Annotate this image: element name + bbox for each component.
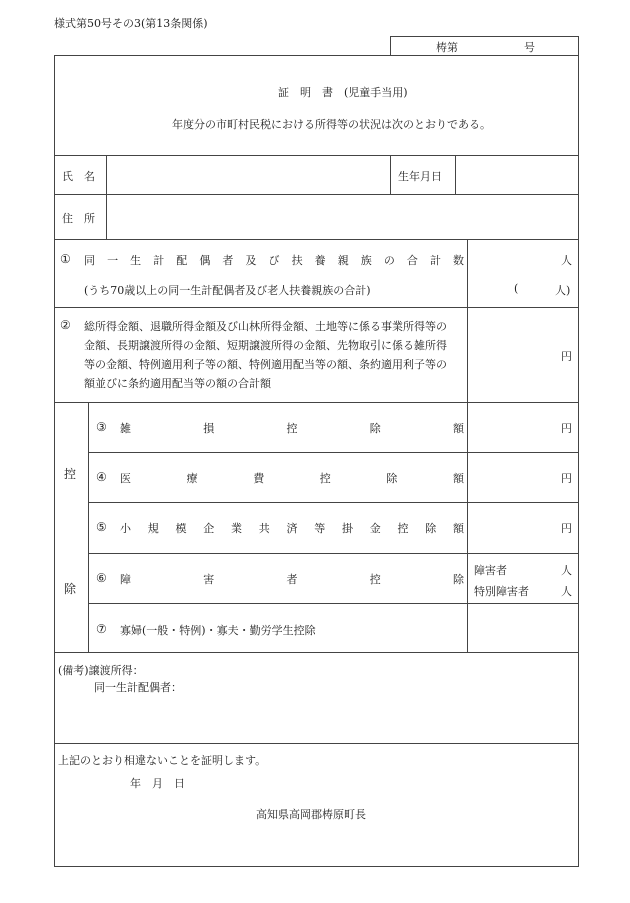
rule-name-top (54, 155, 578, 156)
item3-unit: 円 (561, 422, 572, 435)
rule-item5-top (88, 502, 578, 503)
birth-right-divider (455, 155, 456, 194)
item5-unit: 円 (561, 522, 572, 535)
remarks-line-1: (備考)譲渡所得： (58, 664, 144, 677)
rule-address-top (54, 194, 578, 195)
row2-unit: 円 (561, 350, 572, 363)
rule-remarks-top (54, 652, 578, 653)
rule-certify-top (54, 743, 578, 744)
item7-label: 寡婦(一般・特例)・寡夫・勤労学生控除 (120, 624, 316, 637)
certify-date: 年 月 日 (130, 777, 185, 790)
rule-row1-top (54, 239, 578, 240)
deduction-side-top: 控 (64, 467, 77, 481)
form-id: 様式第50号その3(第13条関係) (54, 17, 208, 30)
deduction-side-bottom: 除 (64, 582, 77, 596)
item7-circle: ⑦ (96, 622, 107, 636)
item6-circle: ⑥ (96, 571, 107, 585)
rule-row2-top (54, 307, 578, 308)
certify-statement: 上記のとおり相違ないことを証明します。 (58, 754, 267, 767)
rule-item4-top (88, 452, 578, 453)
row2-line-2: 金額、長期譲渡所得の金額、短期譲渡所得の金額、先物取引に係る雑所得 (84, 339, 447, 352)
certificate-title: 証 明 書 (児童手当用) (278, 86, 408, 99)
row1-label: 同 一 生 計 配 偶 者 及 び 扶 養 親 族 の 合 計 数 (84, 254, 464, 267)
row2-line-3: 等の金額、特例適用利子等の額、特例適用配当等の額、条約適用利子等の (84, 358, 447, 371)
disability-label-1: 障害者 (474, 564, 507, 577)
item6-label: 障 害 者 控 除 (120, 573, 464, 586)
row1-sub-open: ( (514, 282, 519, 295)
address-label: 住 所 (62, 212, 95, 225)
item5-circle: ⑤ (96, 520, 107, 534)
number-prefix: 梼第 (436, 41, 458, 54)
item4-circle: ④ (96, 470, 107, 484)
birth-value[interactable] (459, 158, 574, 190)
rule-item6-top (88, 553, 578, 554)
rule-deduction-top (54, 402, 578, 403)
outer-top (54, 55, 578, 56)
number-suffix: 号 (524, 41, 535, 54)
outer-left (54, 55, 55, 867)
row2-circle: ② (60, 318, 71, 332)
disability-label-2: 特別障害者 (474, 585, 529, 598)
rule-item7-top (88, 603, 578, 604)
label-col-divider (106, 155, 107, 239)
item4-unit: 円 (561, 472, 572, 485)
row1-sub-close: 人) (555, 284, 571, 297)
name-value[interactable] (110, 158, 386, 190)
value-col-divider (467, 239, 468, 652)
item5-label: 小 規 模 企 業 共 済 等 掛 金 控 除 額 (120, 522, 464, 535)
item3-circle: ③ (96, 420, 107, 434)
number-box-left-border (390, 36, 391, 55)
address-value[interactable] (110, 197, 574, 235)
outer-right (578, 36, 579, 867)
birth-label: 生年月日 (398, 170, 442, 183)
number-box-top-border (390, 36, 578, 37)
certificate-subtitle: 年度分の市町村民税における所得等の状況は次のとおりである。 (172, 118, 491, 131)
disability-unit-2: 人 (561, 585, 572, 598)
row1-circle: ① (60, 252, 71, 266)
birth-left-divider (390, 155, 391, 194)
name-label: 氏 名 (62, 170, 95, 183)
remarks-line-2: 同一生計配偶者： (94, 681, 182, 694)
row2-line-4: 額並びに条約適用配当等の額の合計額 (84, 377, 271, 390)
row1-sub: (うち70歳以上の同一生計配偶者及び老人扶養親族の合計) (84, 284, 371, 297)
certify-signer: 高知県高岡郡梼原町長 (256, 808, 366, 821)
row2-line-1: 総所得金額、退職所得金額及び山林所得金額、土地等に係る事業所得等の (84, 320, 447, 333)
item4-label: 医 療 費 控 除 額 (120, 472, 464, 485)
outer-bottom (54, 866, 579, 867)
item3-label: 雑 損 控 除 額 (120, 422, 464, 435)
deduction-side-divider (88, 402, 89, 652)
row1-unit: 人 (561, 254, 572, 267)
disability-unit-1: 人 (561, 564, 572, 577)
